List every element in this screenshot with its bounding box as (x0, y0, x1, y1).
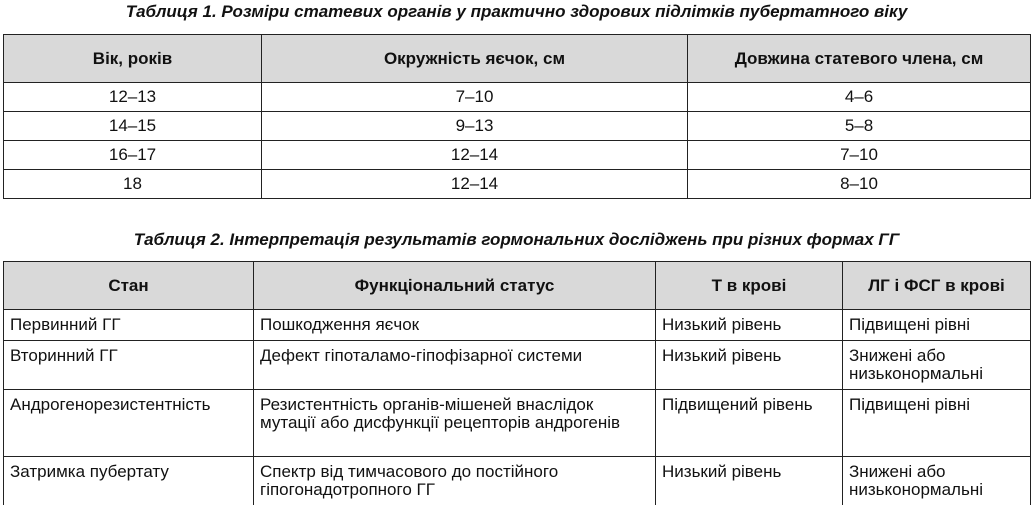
cell-age: 12–13 (4, 83, 262, 112)
cell-age: 14–15 (4, 112, 262, 141)
cell-testosterone: Підвищений рівень (656, 390, 843, 457)
cell-testis: 12–14 (262, 170, 688, 199)
table-row (4, 112, 1031, 141)
cell-condition: Андрогенорезистентність (4, 390, 254, 457)
table-row (4, 390, 1031, 457)
cell-penis: 4–6 (688, 83, 1031, 112)
header-functional-status: Функціональний статус (254, 262, 656, 310)
table-sizes (3, 34, 1031, 199)
cell-testis: 7–10 (262, 83, 688, 112)
header-condition: Стан (4, 262, 254, 310)
cell-functional-status: Дефект гіпоталамо-гіпофізарної системи (254, 341, 656, 390)
table-hormonal (3, 261, 1031, 505)
cell-age: 16–17 (4, 141, 262, 170)
cell-condition: Затримка пубертату (4, 457, 254, 506)
table-row (4, 83, 1031, 112)
header-testis-circumference: Окружність яєчок, см (262, 35, 688, 83)
cell-condition: Первинний ГГ (4, 310, 254, 341)
cell-testosterone: Низький рівень (656, 457, 843, 506)
table1-caption: Таблиця 1. Розміри статевих органів у практично здорових підлітків пубертатного віку (125, 2, 908, 21)
cell-penis: 7–10 (688, 141, 1031, 170)
cell-testosterone: Низький рівень (656, 341, 843, 390)
cell-functional-status: Резистентність органів-мішеней внаслідок мутації або дисфункції рецепторів андрогенів (254, 390, 656, 457)
header-testosterone: Т в крові (656, 262, 843, 310)
cell-functional-status: Пошкодження яєчок (254, 310, 656, 341)
table-row (4, 141, 1031, 170)
header-age: Вік, років (4, 35, 262, 83)
table-header-row (4, 35, 1031, 83)
header-lh-fsh: ЛГ і ФСГ в крові (843, 262, 1031, 310)
cell-penis: 5–8 (688, 112, 1031, 141)
cell-penis: 8–10 (688, 170, 1031, 199)
table-row (4, 170, 1031, 199)
table-row (4, 310, 1031, 341)
cell-lh-fsh: Знижені або низьконормальні (843, 341, 1031, 390)
table-header-row (4, 262, 1031, 310)
cell-condition: Вторинний ГГ (4, 341, 254, 390)
cell-testis: 12–14 (262, 141, 688, 170)
cell-lh-fsh: Знижені або низьконормальні (843, 457, 1031, 506)
table2-caption: Таблиця 2. Інтерпретація результатів гормональних досліджень при різних формах ГГ (133, 230, 900, 249)
cell-lh-fsh: Підвищені рівні (843, 310, 1031, 341)
cell-testis: 9–13 (262, 112, 688, 141)
table-row (4, 341, 1031, 390)
cell-testosterone: Низький рівень (656, 310, 843, 341)
table-row (4, 457, 1031, 506)
cell-functional-status: Спектр від тимчасового до постійного гіпогонадотропного ГГ (254, 457, 656, 506)
cell-lh-fsh: Підвищені рівні (843, 390, 1031, 457)
cell-age: 18 (4, 170, 262, 199)
header-penis-length: Довжина статевого члена, см (688, 35, 1031, 83)
